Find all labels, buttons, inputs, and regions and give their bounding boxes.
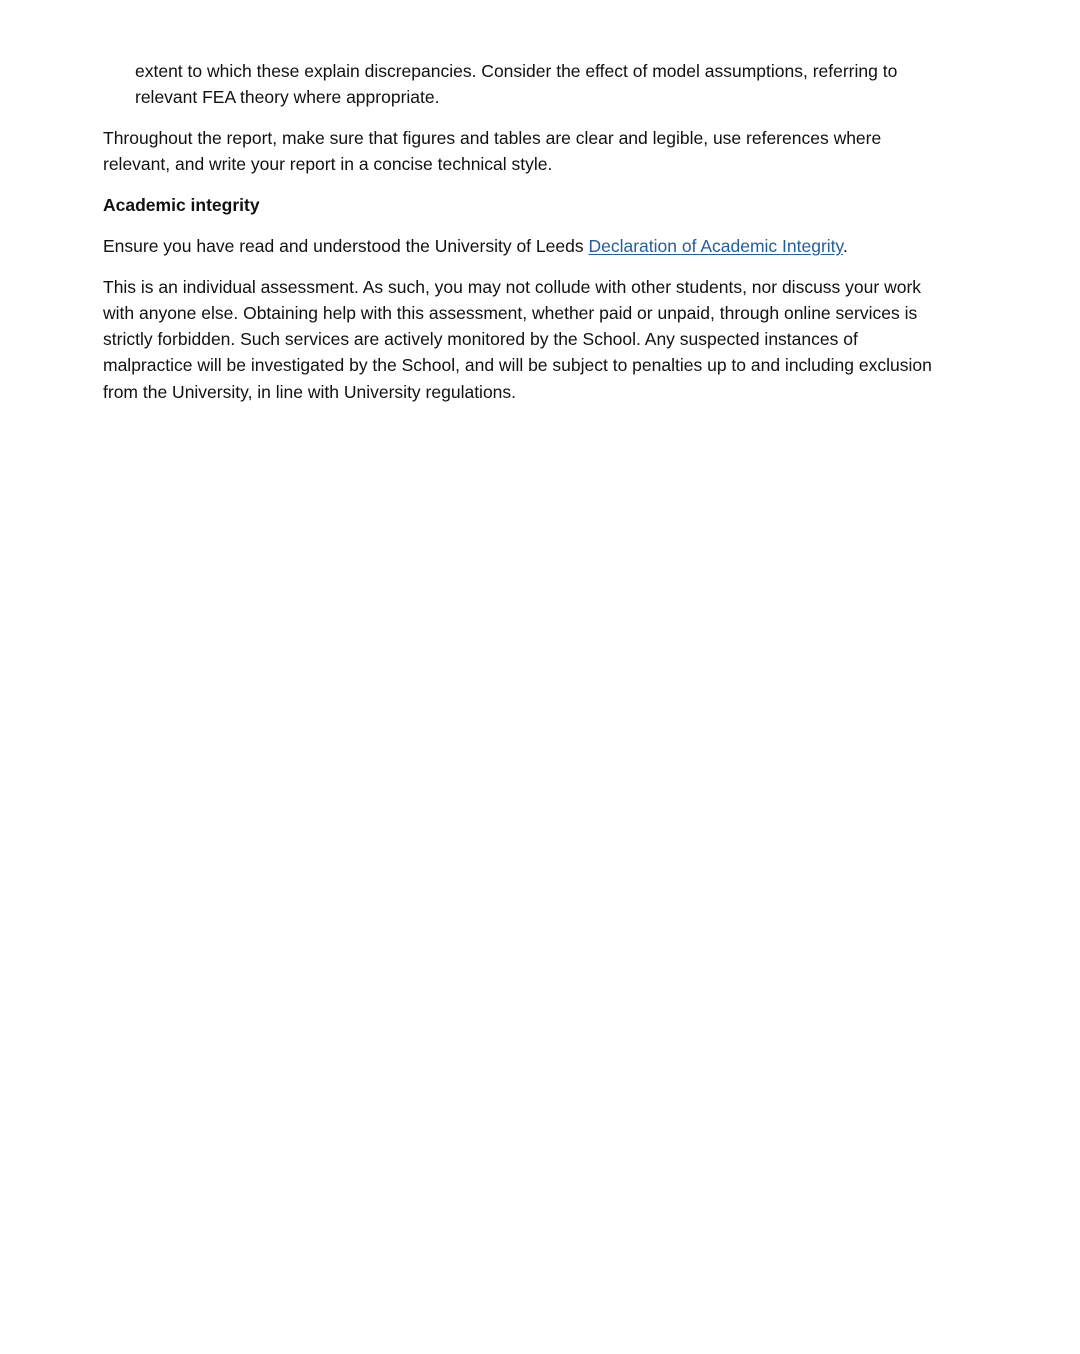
continued-item-line-2: relevant FEA theory where appropriate. bbox=[135, 87, 440, 107]
policy-line-3: strictly forbidden. Such services are actively monitored by the School. Any suspected instances of bbox=[103, 329, 858, 349]
continued-item-line-1: extent to which these explain discrepancies. Consider the effect of model assumptions, referring to bbox=[135, 61, 898, 81]
declaration-suffix: . bbox=[842, 236, 848, 256]
policy-line-5: from the University, in line with University regulations. bbox=[103, 382, 517, 402]
report-guidance-line-2: relevant, and write your report in a concise technical style. bbox=[103, 154, 553, 174]
policy-line-4: malpractice will be investigated by the School, and will be subject to penalties up to and including exclusion bbox=[103, 355, 932, 375]
declaration-prefix: Ensure you have read and understood the University of Leeds bbox=[103, 236, 589, 256]
policy-line-2: with anyone else. Obtaining help with this assessment, whether paid or unpaid, through online services is bbox=[103, 303, 918, 323]
declaration-of-academic-integrity-link[interactable]: Declaration of Academic Integrity bbox=[588, 236, 843, 256]
declaration-sentence bbox=[103, 233, 848, 259]
policy-line-1: This is an individual assessment. As such, you may not collude with other students, nor discuss your work bbox=[103, 277, 922, 297]
report-guidance-line-1: Throughout the report, make sure that figures and tables are clear and legible, use references where bbox=[103, 128, 882, 148]
academic-integrity-heading: Academic integrity bbox=[103, 195, 260, 215]
